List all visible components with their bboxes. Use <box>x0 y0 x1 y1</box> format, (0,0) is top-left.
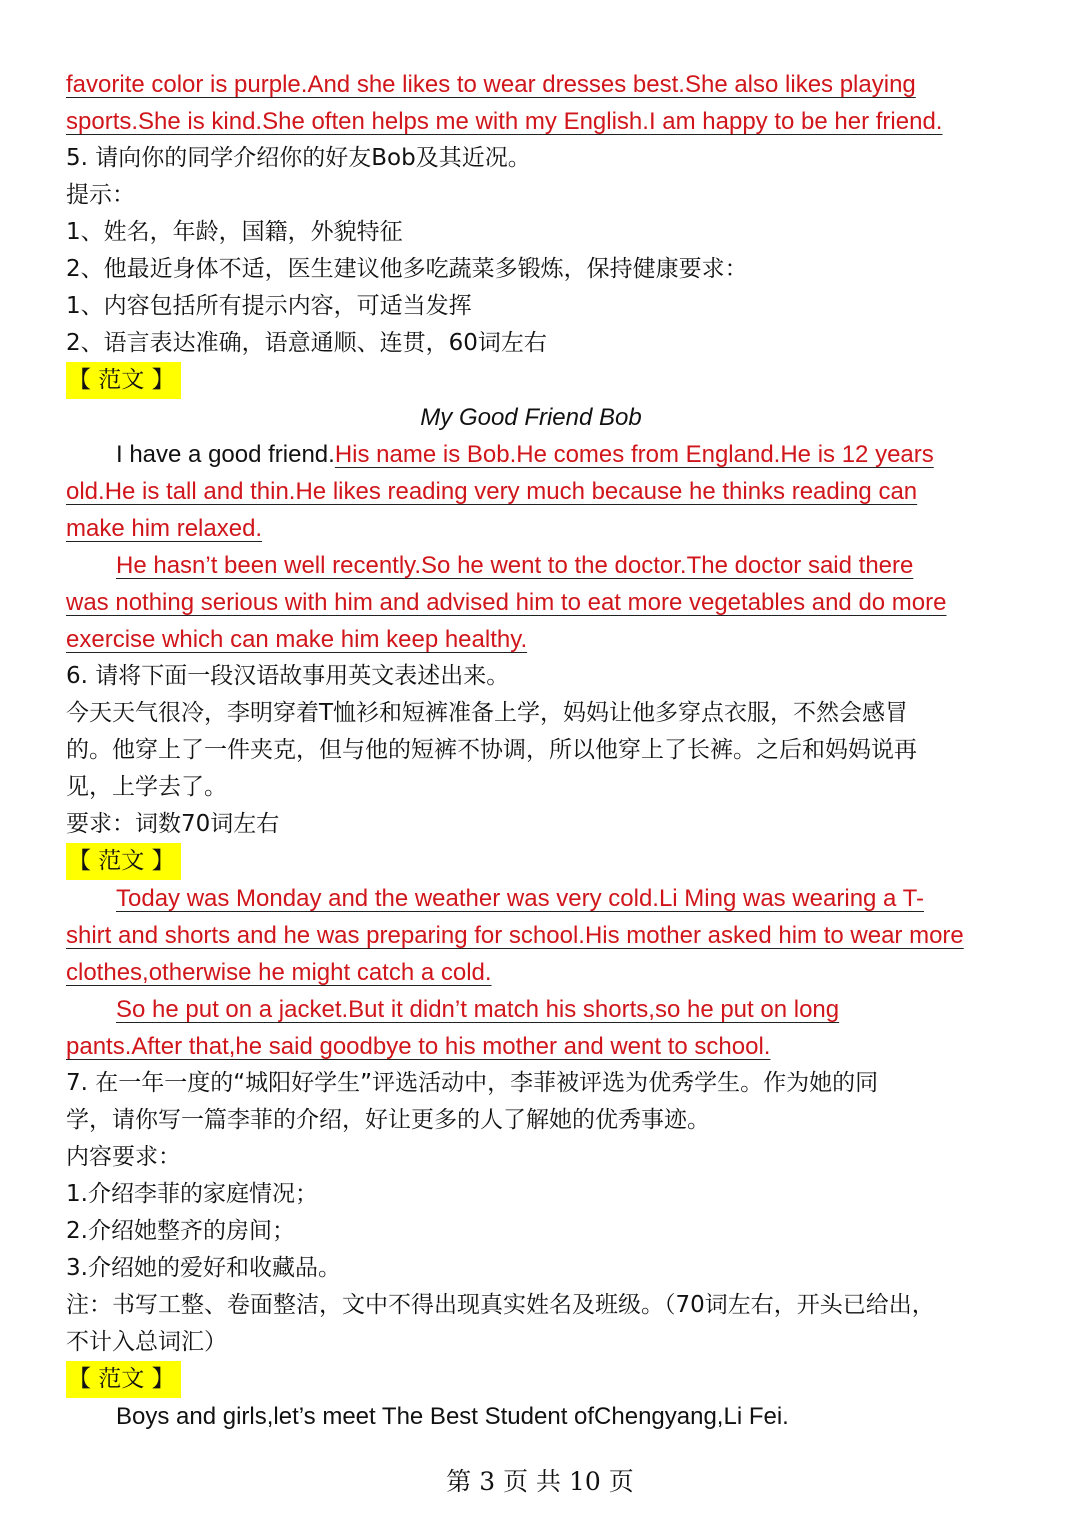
document-body <box>66 66 1026 1435</box>
model-essay-tag: 【 范文 】 <box>66 843 181 880</box>
q7-question-line-2: 学，请你写一篇李菲的介绍，好让更多的人了解她的优秀事迹。 <box>66 1107 710 1133</box>
q7-content-label: 内容要求： <box>66 1144 181 1170</box>
q5-hint-3: 1、内容包括所有提示内容，可适当发挥 <box>66 293 472 319</box>
q6-model-tag-row <box>66 843 1026 880</box>
q5-model-tag-row <box>66 362 1026 399</box>
q6-essay-p1-line-1: Today was Monday and the weather was very cold.Li Ming was wearing a T- <box>116 885 924 912</box>
q5-hint-1: 1、姓名，年龄，国籍，外貌特征 <box>66 219 403 245</box>
page-number-footer: 第 3 页 共 10 页 <box>446 1467 634 1496</box>
q7-essay-opening: Boys and girls,let’s meet The Best Student ofChengyang,Li Fei. <box>116 1403 789 1430</box>
q6-essay-p1-line-3: clothes,otherwise he might catch a cold. <box>66 959 492 986</box>
q5-essay-p2-line-3: exercise which can make him keep healthy. <box>66 626 528 653</box>
q6-essay-p2-line-2: pants.After that,he said goodbye to his mother and went to school. <box>66 1033 771 1060</box>
q7-question-line-1: 7. 在一年一度的“城阳好学生”评选活动中，李菲被评选为优秀学生。作为她的同 <box>66 1070 879 1096</box>
q5-hint-4: 2、语言表达准确，语意通顺、连贯，60词左右 <box>66 330 547 356</box>
q5-essay-p2-line-1: He hasn’t been well recently.So he went to the doctor.The doctor said there <box>116 552 914 579</box>
q7-item-2: 2.介绍她整齐的房间； <box>66 1218 295 1244</box>
q5-hint-2: 2、他最近身体不适，医生建议他多吃蔬菜多锻炼，保持健康要求： <box>66 256 748 282</box>
q6-story-line-1: 今天天气很冷，李明穿着T恤衫和短裤准备上学，妈妈让他多穿点衣服，不然会感冒 <box>66 700 909 726</box>
q5-essay-p1-line-2: old.He is tall and thin.He likes reading very much because he thinks reading can <box>66 478 918 505</box>
model-essay-tag: 【 范文 】 <box>66 362 181 399</box>
q7-model-tag-row <box>66 1361 1026 1398</box>
q7-note-line-1: 注：书写工整、卷面整洁，文中不得出现真实姓名及班级。（70词左右，开头已给出， <box>66 1292 935 1318</box>
q5-essay-title: My Good Friend Bob <box>420 404 642 431</box>
model-essay-tag: 【 范文 】 <box>66 1361 181 1398</box>
q5-hint-label: 提示： <box>66 182 135 208</box>
q6-essay-p1-line-2: shirt and shorts and he was preparing for school.His mother asked him to wear more <box>66 922 964 949</box>
q6-essay-p2-line-1: So he put on a jacket.But it didn’t match his shorts,so he put on long <box>116 996 840 1023</box>
q5-essay-p2-line-2: was nothing serious with him and advised him to eat more vegetables and do more <box>66 589 947 616</box>
q5-question: 5. 请向你的同学介绍你的好友Bob及其近况。 <box>66 145 531 171</box>
q7-note-line-2: 不计入总词汇） <box>66 1329 227 1355</box>
q6-requirement: 要求：词数70词左右 <box>66 811 280 837</box>
q6-story-line-3: 见，上学去了。 <box>66 774 227 800</box>
q6-question: 6. 请将下面一段汉语故事用英文表述出来。 <box>66 663 510 689</box>
q5-essay-p1-line-1: I have a good friend.His name is Bob.He comes from England.He is 12 years <box>116 441 934 468</box>
prev-essay-line-2: sports.She is kind.She often helps me with my English.I am happy to be her friend. <box>66 108 943 135</box>
q7-item-3: 3.介绍她的爱好和收藏品。 <box>66 1255 341 1281</box>
prev-essay-line-1: favorite color is purple.And she likes to wear dresses best.She also likes playing <box>66 71 916 98</box>
q5-essay-p1-line-3: make him relaxed. <box>66 515 263 542</box>
q6-story-line-2: 的。他穿上了一件夹克，但与他的短裤不协调，所以他穿上了长裤。之后和妈妈说再 <box>66 737 917 763</box>
q7-item-1: 1.介绍李菲的家庭情况； <box>66 1181 318 1207</box>
